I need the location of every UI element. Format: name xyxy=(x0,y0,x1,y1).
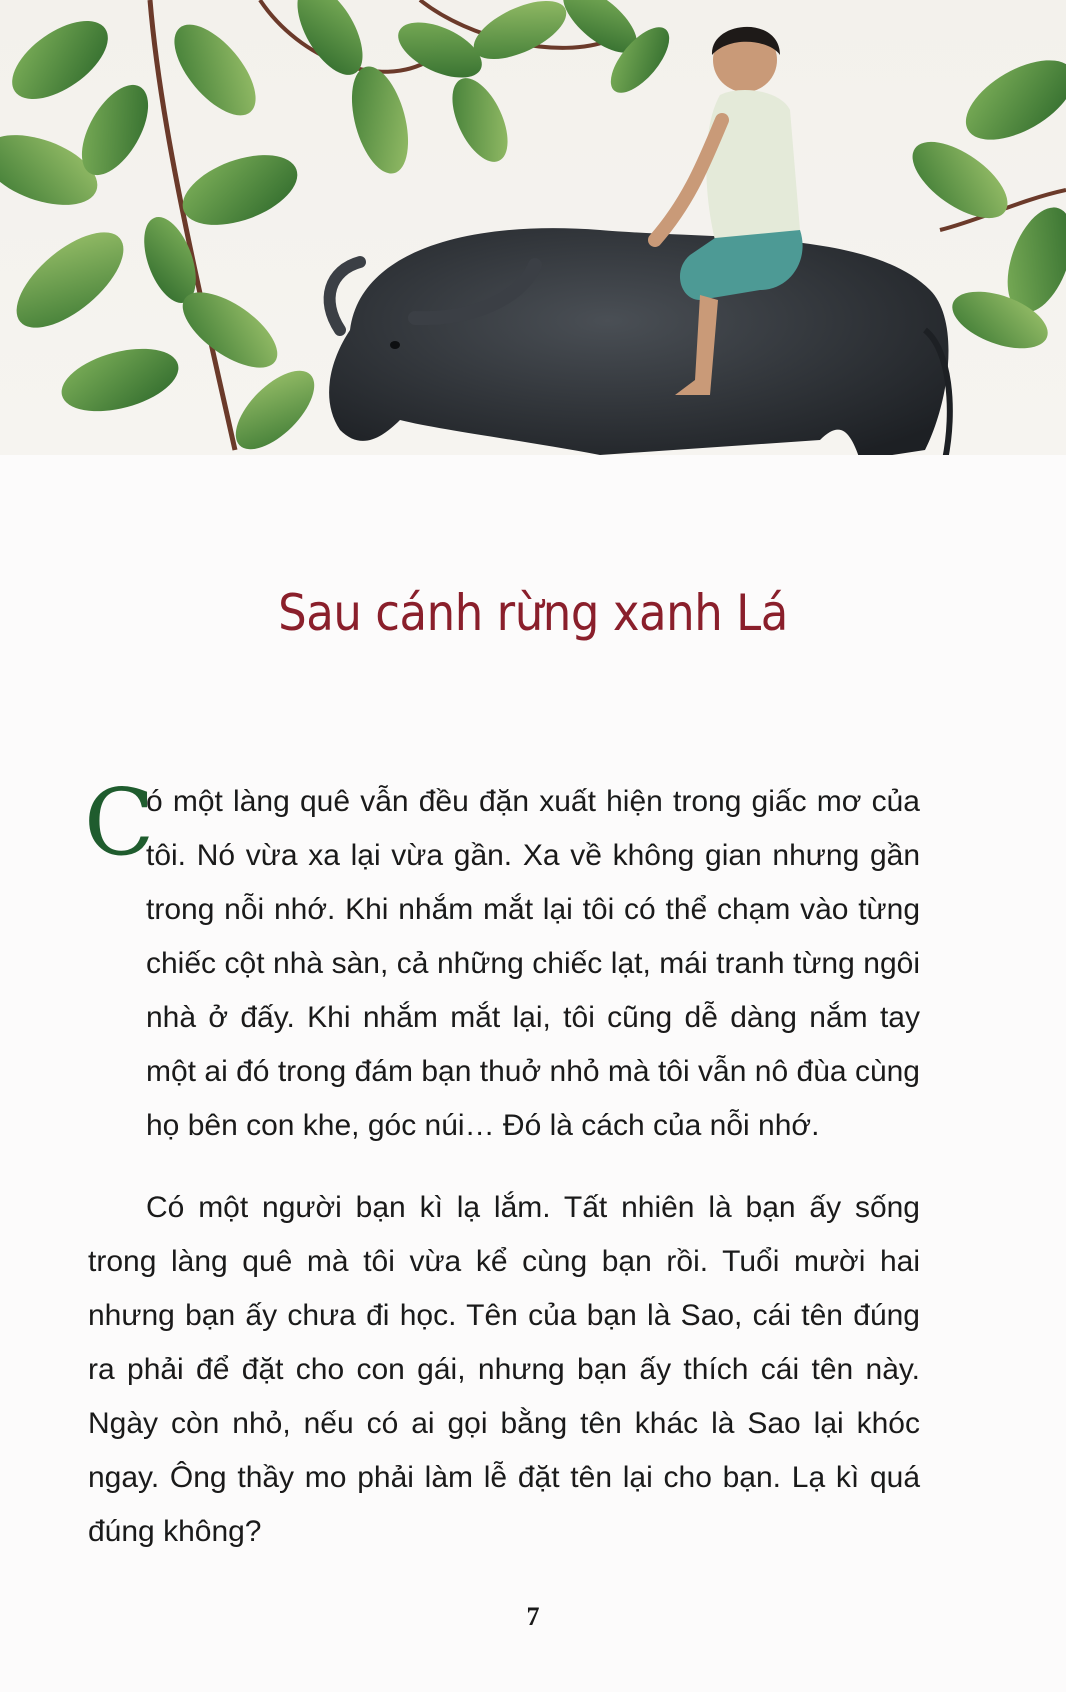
drop-cap: C xyxy=(84,769,155,876)
boy-shirt xyxy=(706,90,800,240)
chapter-title: Sau cánh rừng xanh Lá xyxy=(278,584,788,642)
paragraph-1 xyxy=(84,769,920,1153)
paragraph-1-rest: Nó vừa xa lại vừa gần. Xa về không gian nhưng gần trong nỗi nhớ. Khi nhắm mắt lại tôi có thể chạm vào từng chiếc cột nhà sàn, cả những chiếc lạt, mái tranh từng ngôi nhà ở đấy. Khi nhắm mắt lại, tôi cũng dễ dàng nắm tay một ai đó trong đám bạn thuở nhỏ mà tôi vẫn nô đùa cùng họ bên con khe, góc núi… Đó là cách của nỗi nhớ. xyxy=(146,839,920,1142)
paragraph-1-first-line: ó một làng quê vẫn đều đặn xuất hiện trong giấc mơ của tôi. xyxy=(146,785,920,872)
boy-riding-water-buffalo-illustration xyxy=(0,0,1066,470)
page-number: 7 xyxy=(526,1602,540,1631)
buffalo-eye xyxy=(390,341,400,349)
body-text xyxy=(84,769,920,1559)
illustration-edge xyxy=(0,455,1066,470)
illustration-svg xyxy=(0,0,1066,470)
paragraph-2: Có một người bạn kì lạ lắm. Tất nhiên là bạn ấy sống trong làng quê mà tôi vừa kể cùng bạn rồi. Tuổi mười hai nhưng bạn ấy chưa đi học. Tên của bạn là Sao, cái tên đúng ra phải để đặt cho con gái, nhưng bạn ấy thích cái tên này. Ngày còn nhỏ, nếu có ai gọi bằng tên khác là Sao lại khóc ngay. Ông thầy mo phải làm lễ đặt tên lại cho bạn. Lạ kì quá đúng không? xyxy=(88,1191,920,1548)
